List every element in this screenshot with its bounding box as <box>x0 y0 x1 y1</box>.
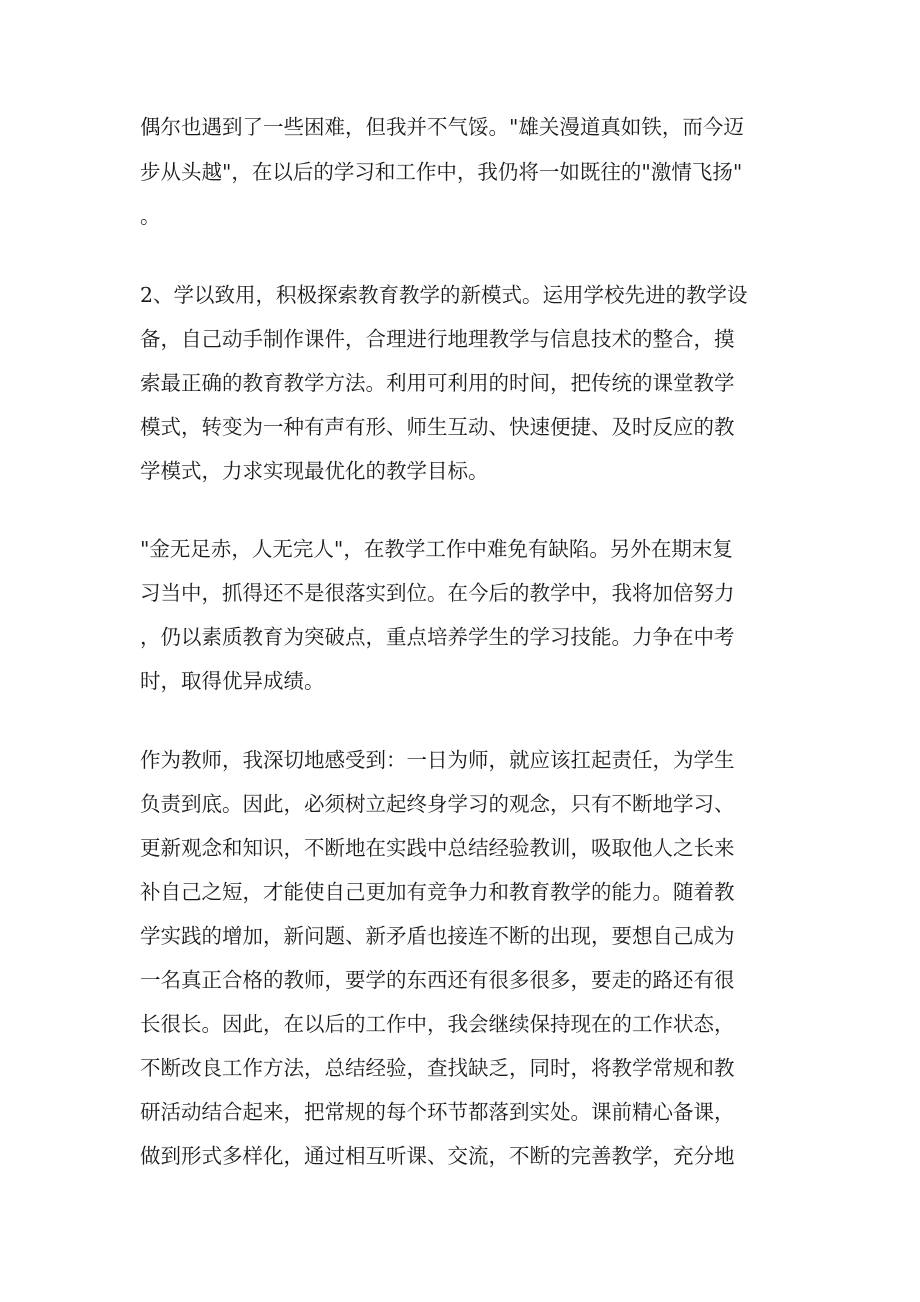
paragraph-line: 备，自己动手制作课件，合理进行地理教学与信息技术的整合，摸 <box>140 327 735 351</box>
paragraph-line: 偶尔也遇到了一些困难，但我并不气馁。"雄关漫道真如铁，而今迈 <box>140 115 744 139</box>
paragraph-line: 研活动结合起来，把常规的每个环节都落到实处。课前精心备课， <box>140 1100 735 1124</box>
paragraph-line: 2、学以致用，积极探索教育教学的新模式。运用学校先进的教学设 <box>140 283 748 307</box>
paragraph-line: 一名真正合格的教师，要学的东西还有很多很多，要走的路还有很 <box>140 968 735 992</box>
paragraph-line: 负责到底。因此，必须树立起终身学习的观念，只有不断地学习、 <box>140 792 735 816</box>
paragraph-line: 更新观念和知识，不断地在实践中总结经验教训，吸取他人之长来 <box>140 836 735 860</box>
paragraph-line: 习当中，抓得还不是很落实到位。在今后的教学中，我将加倍努力 <box>140 581 735 605</box>
paragraph-line: 。 <box>140 204 161 228</box>
paragraph-line: 长很长。因此，在以后的工作中，我会继续保持现在的工作状态， <box>140 1012 735 1036</box>
paragraph-line: 步从头越"，在以后的学习和工作中，我仍将一如既往的"激情飞扬" <box>140 160 743 184</box>
paragraph-line: ，仍以素质教育为突破点，重点培养学生的学习技能。力争在中考 <box>140 625 735 649</box>
paragraph-line: 作为教师，我深切地感受到：一日为师，就应该扛起责任，为学生 <box>140 748 735 772</box>
paragraph-line: 学模式，力求实现最优化的教学目标。 <box>140 459 489 483</box>
paragraph-line: 时，取得优异成绩。 <box>140 669 325 693</box>
paragraph-line: "金无足赤，人无完人"，在教学工作中难免有缺陷。另外在期末复 <box>140 537 733 561</box>
paragraph-line: 模式，转变为一种有声有形、师生互动、快速便捷、及时反应的教 <box>140 415 735 439</box>
paragraph-line: 索最正确的教育教学方法。利用可利用的时间，把传统的课堂教学 <box>140 371 735 395</box>
paragraph-line: 做到形式多样化，通过相互听课、交流，不断的完善教学，充分地 <box>140 1144 735 1168</box>
paragraph-line: 不断改良工作方法，总结经验，查找缺乏，同时，将教学常规和教 <box>140 1056 735 1080</box>
paragraph-line: 学实践的增加，新问题、新矛盾也接连不断的出现，要想自己成为 <box>140 924 735 948</box>
paragraph-line: 补自己之短，才能使自己更加有竞争力和教育教学的能力。随着教 <box>140 880 735 904</box>
